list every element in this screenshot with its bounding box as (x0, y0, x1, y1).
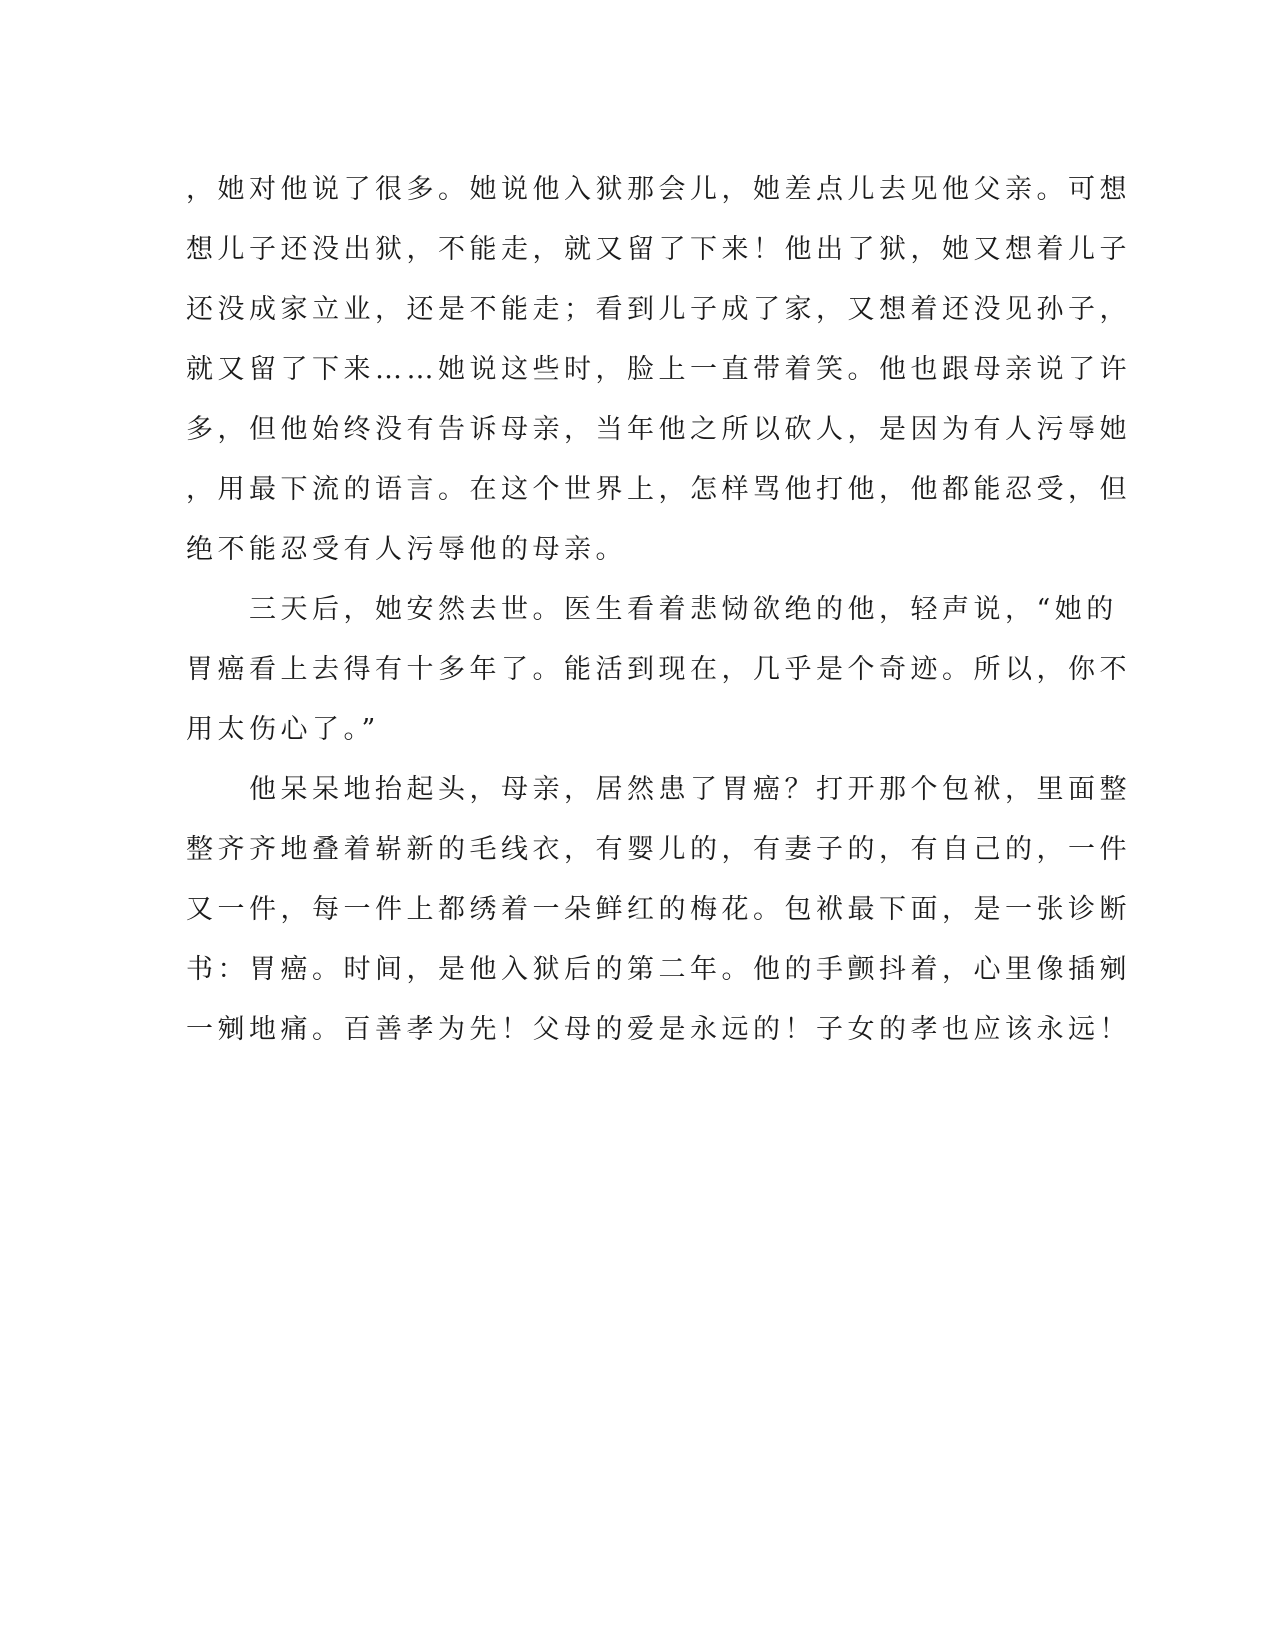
text-line: 又一件，每一件上都绣着一朵鲜红的梅花。包袱最下面，是一张诊断 (186, 894, 1131, 925)
text-line: 还没成家立业，还是不能走；看到儿子成了家，又想着还没见孙子， (186, 294, 1131, 325)
text-line: 绝不能忍受有人污辱他的母亲。 (186, 534, 627, 565)
text-line: 胃癌看上去得有十多年了。能活到现在，几乎是个奇迹。所以，你不 (186, 654, 1131, 685)
text-line: 书：胃癌。时间，是他入狱后的第二年。他的手颤抖着，心里像插剜 (186, 954, 1131, 985)
text-line: ，用最下流的语言。在这个世界上，怎样骂他打他，他都能忍受，但 (186, 474, 1131, 505)
text-line: 想儿子还没出狱，不能走，就又留了下来！他出了狱，她又想着儿子 (186, 234, 1131, 265)
text-line: 三天后，她安然去世。医生看着悲恸欲绝的他，轻声说，“她的 (186, 594, 1118, 625)
text-line: ，她对他说了很多。她说他入狱那会儿，她差点儿去见他父亲。可想 (186, 174, 1131, 205)
text-line: 用太伤心了。” (186, 714, 380, 745)
text-line: 整齐齐地叠着崭新的毛线衣，有婴儿的，有妻子的，有自己的，一件 (186, 834, 1131, 865)
document-body (186, 160, 1131, 1060)
text-line: 多，但他始终没有告诉母亲，当年他之所以砍人，是因为有人污辱她 (186, 414, 1131, 445)
text-line: 一剜地痛。百善孝为先！父母的爱是永远的！子女的孝也应该永远！ (186, 1014, 1131, 1045)
text-line: 就又留了下来……她说这些时，脸上一直带着笑。他也跟母亲说了许 (186, 354, 1131, 385)
text-line: 他呆呆地抬起头，母亲，居然患了胃癌？打开那个包袱，里面整 (186, 774, 1131, 805)
